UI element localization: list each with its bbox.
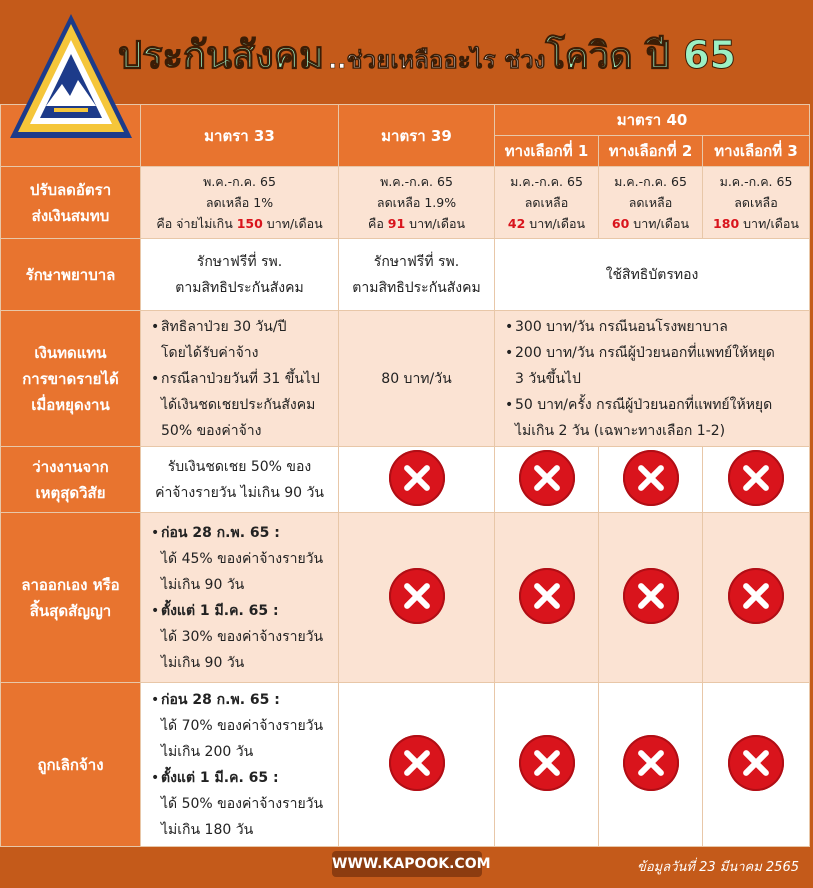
list-item-continuation: โดยได้รับค่าจ้าง bbox=[161, 344, 259, 361]
layoff-option-2-cell bbox=[599, 683, 703, 847]
cell-text: บาท/เดือน bbox=[739, 216, 799, 231]
list-item: • 300 บาท/วัน กรณีนอนโรงพยาบาล bbox=[505, 314, 803, 340]
amount-value: 42 bbox=[507, 216, 526, 231]
benefits-table bbox=[0, 104, 810, 847]
cell-line: รักษาฟรีที่ รพ. bbox=[196, 253, 283, 270]
list-item-continuation: ได้ 45% ของค่าจ้างรายวัน bbox=[161, 550, 324, 567]
list-item: • 50 บาท/ครั้ง กรณีผู้ป่วยนอกที่แพทย์ให้หยุด bbox=[505, 392, 803, 418]
force-majeure-option-2-cell bbox=[599, 447, 703, 513]
list-item-continuation: ไม่เกิน 180 วัน bbox=[161, 821, 254, 838]
title-part-4: ปี 65 bbox=[632, 33, 736, 77]
resign-m33-cell bbox=[141, 513, 339, 683]
resign-option-1-cell bbox=[495, 513, 599, 683]
row-label-line: ลาออกเอง หรือ bbox=[21, 575, 120, 594]
page-title bbox=[118, 24, 736, 85]
row-label-force-majeure bbox=[1, 447, 141, 513]
row-label-line: ปรับลดอัตรา bbox=[29, 180, 112, 199]
not-eligible-x-icon bbox=[519, 568, 575, 624]
list-item-heading bbox=[151, 598, 332, 624]
list-item-heading bbox=[151, 520, 332, 546]
date-heading: ตั้งแต่ 1 มี.ค. 65 : bbox=[161, 769, 279, 786]
cell-text: คือ จ่ายไม่เกิน bbox=[156, 216, 237, 231]
list-item-continuation: ไม่เกิน 2 วัน (เฉพาะทางเลือก 1-2) bbox=[515, 422, 726, 439]
column-header-m33: มาตรา 33 bbox=[141, 105, 339, 167]
layoff-option-3-cell bbox=[703, 683, 810, 847]
resign-option-3-cell bbox=[703, 513, 810, 683]
list-item-continuation: ไม่เกิน 90 วัน bbox=[161, 654, 245, 671]
cell-line: ลดเหลือ 1% bbox=[205, 195, 274, 210]
cell-line: ตามสิทธิประกันสังคม bbox=[175, 279, 304, 296]
date-heading: ก่อน 28 ก.พ. 65 : bbox=[161, 691, 280, 708]
row-label-line: เหตุสุดวิสัย bbox=[35, 483, 106, 502]
title-part-2: ..ช่วยเหลืออะไร ช่วง bbox=[328, 46, 546, 74]
row-label-line: เงินทดแทน bbox=[34, 343, 107, 362]
resign-m39-cell bbox=[339, 513, 495, 683]
not-eligible-x-icon bbox=[623, 735, 679, 791]
cell-line: ลดเหลือ bbox=[524, 195, 569, 210]
compensation-m33-cell bbox=[141, 311, 339, 447]
cell-line: รับเงินชดเชย 50% ของ bbox=[167, 458, 312, 475]
list-item: • 200 บาท/วัน กรณีผู้ป่วยนอกที่แพทย์ให้หยุด bbox=[505, 340, 803, 366]
column-header-option-1: ทางเลือกที่ 1 bbox=[495, 136, 599, 167]
medical-m33-cell bbox=[141, 239, 339, 311]
medical-m40-cell: ใช้สิทธิบัตรทอง bbox=[495, 239, 810, 311]
not-eligible-x-icon bbox=[728, 450, 784, 506]
cell-line bbox=[495, 213, 598, 234]
list-item: • กรณีลาป่วยวันที่ 31 ขึ้นไป bbox=[151, 366, 332, 392]
cell-line: ค่าจ้างรายวัน ไม่เกิน 90 วัน bbox=[155, 484, 324, 501]
contribution-m33-cell bbox=[141, 167, 339, 239]
force-majeure-m33-cell bbox=[141, 447, 339, 513]
column-header-m40: มาตรา 40 bbox=[495, 105, 810, 136]
cell-line: ตามสิทธิประกันสังคม bbox=[352, 279, 481, 296]
cell-line bbox=[703, 213, 809, 234]
list-item-continuation: 50% ของค่าจ้าง bbox=[161, 422, 262, 439]
row-label-line: การขาดรายได้ bbox=[22, 369, 119, 388]
list-item-continuation: ไม่เกิน 200 วัน bbox=[161, 743, 254, 760]
cell-text: บาท/เดือน bbox=[525, 216, 586, 231]
row-label-line: เมื่อหยุดงาน bbox=[31, 395, 110, 414]
list-item-continuation: 3 วันขึ้นไป bbox=[515, 370, 581, 387]
list-item-continuation: ได้ 70% ของค่าจ้างรายวัน bbox=[161, 717, 324, 734]
cell-text: บาท/เดือน bbox=[405, 216, 466, 231]
cell-text: บาท/เดือน bbox=[629, 216, 690, 231]
cell-line: พ.ค.-ก.ค. 65 bbox=[203, 174, 276, 189]
cell-line: ม.ค.-ก.ค. 65 bbox=[719, 174, 793, 189]
contribution-m39-cell bbox=[339, 167, 495, 239]
cell-line: พ.ค.-ก.ค. 65 bbox=[380, 174, 453, 189]
row-label-contribution bbox=[1, 167, 141, 239]
date-heading: ตั้งแต่ 1 มี.ค. 65 : bbox=[161, 602, 279, 619]
title-part-3: โควิด bbox=[545, 36, 633, 77]
layoff-option-1-cell bbox=[495, 683, 599, 847]
list-item-continuation: ไม่เกิน 90 วัน bbox=[161, 576, 245, 593]
column-header-m39: มาตรา 39 bbox=[339, 105, 495, 167]
list-item-continuation: ได้ 30% ของค่าจ้างรายวัน bbox=[161, 628, 324, 645]
force-majeure-option-1-cell bbox=[495, 447, 599, 513]
compensation-m40-cell bbox=[495, 311, 810, 447]
cell-line: ลดเหลือ bbox=[628, 195, 673, 210]
not-eligible-x-icon bbox=[623, 450, 679, 506]
not-eligible-x-icon bbox=[728, 568, 784, 624]
cell-line: ลดเหลือ 1.9% bbox=[376, 195, 457, 210]
list-item: • สิทธิลาป่วย 30 วัน/ปี bbox=[151, 314, 332, 340]
list-item-heading bbox=[151, 765, 332, 791]
cell-text: บาท/เดือน bbox=[262, 216, 323, 231]
force-majeure-option-3-cell bbox=[703, 447, 810, 513]
brand-website-label: WWW.KAPOOK.COM bbox=[332, 851, 482, 877]
not-eligible-x-icon bbox=[389, 450, 445, 506]
resign-option-2-cell bbox=[599, 513, 703, 683]
social-security-office-logo bbox=[6, 10, 136, 150]
not-eligible-x-icon bbox=[389, 735, 445, 791]
amount-value: 91 bbox=[387, 216, 406, 231]
row-label-resign bbox=[1, 513, 141, 683]
column-header-option-2: ทางเลือกที่ 2 bbox=[599, 136, 703, 167]
cell-line: ลดเหลือ bbox=[734, 195, 778, 210]
cell-text: คือ bbox=[367, 216, 388, 231]
compensation-m39-cell: 80 บาท/วัน bbox=[339, 311, 495, 447]
layoff-m39-cell bbox=[339, 683, 495, 847]
row-label-line: ส่งเงินสมทบ bbox=[31, 206, 110, 225]
not-eligible-x-icon bbox=[728, 735, 784, 791]
row-label-layoff: ถูกเลิกจ้าง bbox=[1, 683, 141, 847]
cell-line: ม.ค.-ก.ค. 65 bbox=[510, 174, 583, 189]
not-eligible-x-icon bbox=[389, 568, 445, 624]
row-label-compensation bbox=[1, 311, 141, 447]
list-item-continuation: ได้ 50% ของค่าจ้างรายวัน bbox=[161, 795, 324, 812]
not-eligible-x-icon bbox=[623, 568, 679, 624]
amount-value: 60 bbox=[611, 216, 630, 231]
amount-value: 150 bbox=[236, 216, 263, 231]
row-label-medical: รักษาพยาบาล bbox=[1, 239, 141, 311]
list-item-continuation: ได้เงินชดเชยประกันสังคม bbox=[161, 396, 316, 413]
cell-line bbox=[141, 213, 338, 234]
cell-line bbox=[599, 213, 702, 234]
amount-value: 180 bbox=[713, 216, 740, 231]
row-label-line: ว่างงานจาก bbox=[32, 457, 109, 476]
medical-m39-cell bbox=[339, 239, 495, 311]
title-part-1: ประกันสังคม bbox=[118, 33, 325, 77]
layoff-m33-cell bbox=[141, 683, 339, 847]
not-eligible-x-icon bbox=[519, 735, 575, 791]
cell-line: รักษาฟรีที่ รพ. bbox=[373, 253, 460, 270]
date-heading: ก่อน 28 ก.พ. 65 : bbox=[161, 524, 280, 541]
list-item-heading bbox=[151, 687, 332, 713]
cell-line: ม.ค.-ก.ค. 65 bbox=[614, 174, 687, 189]
row-label-line: สิ้นสุดสัญญา bbox=[29, 601, 112, 620]
force-majeure-m39-cell bbox=[339, 447, 495, 513]
column-header-option-3: ทางเลือกที่ 3 bbox=[703, 136, 810, 167]
not-eligible-x-icon bbox=[519, 450, 575, 506]
cell-line bbox=[339, 213, 494, 234]
contribution-option-1-cell bbox=[495, 167, 599, 239]
contribution-option-3-cell bbox=[703, 167, 810, 239]
data-date-note: ข้อมูลวันที่ 23 มีนาคม 2565 bbox=[636, 860, 799, 875]
contribution-option-2-cell bbox=[599, 167, 703, 239]
